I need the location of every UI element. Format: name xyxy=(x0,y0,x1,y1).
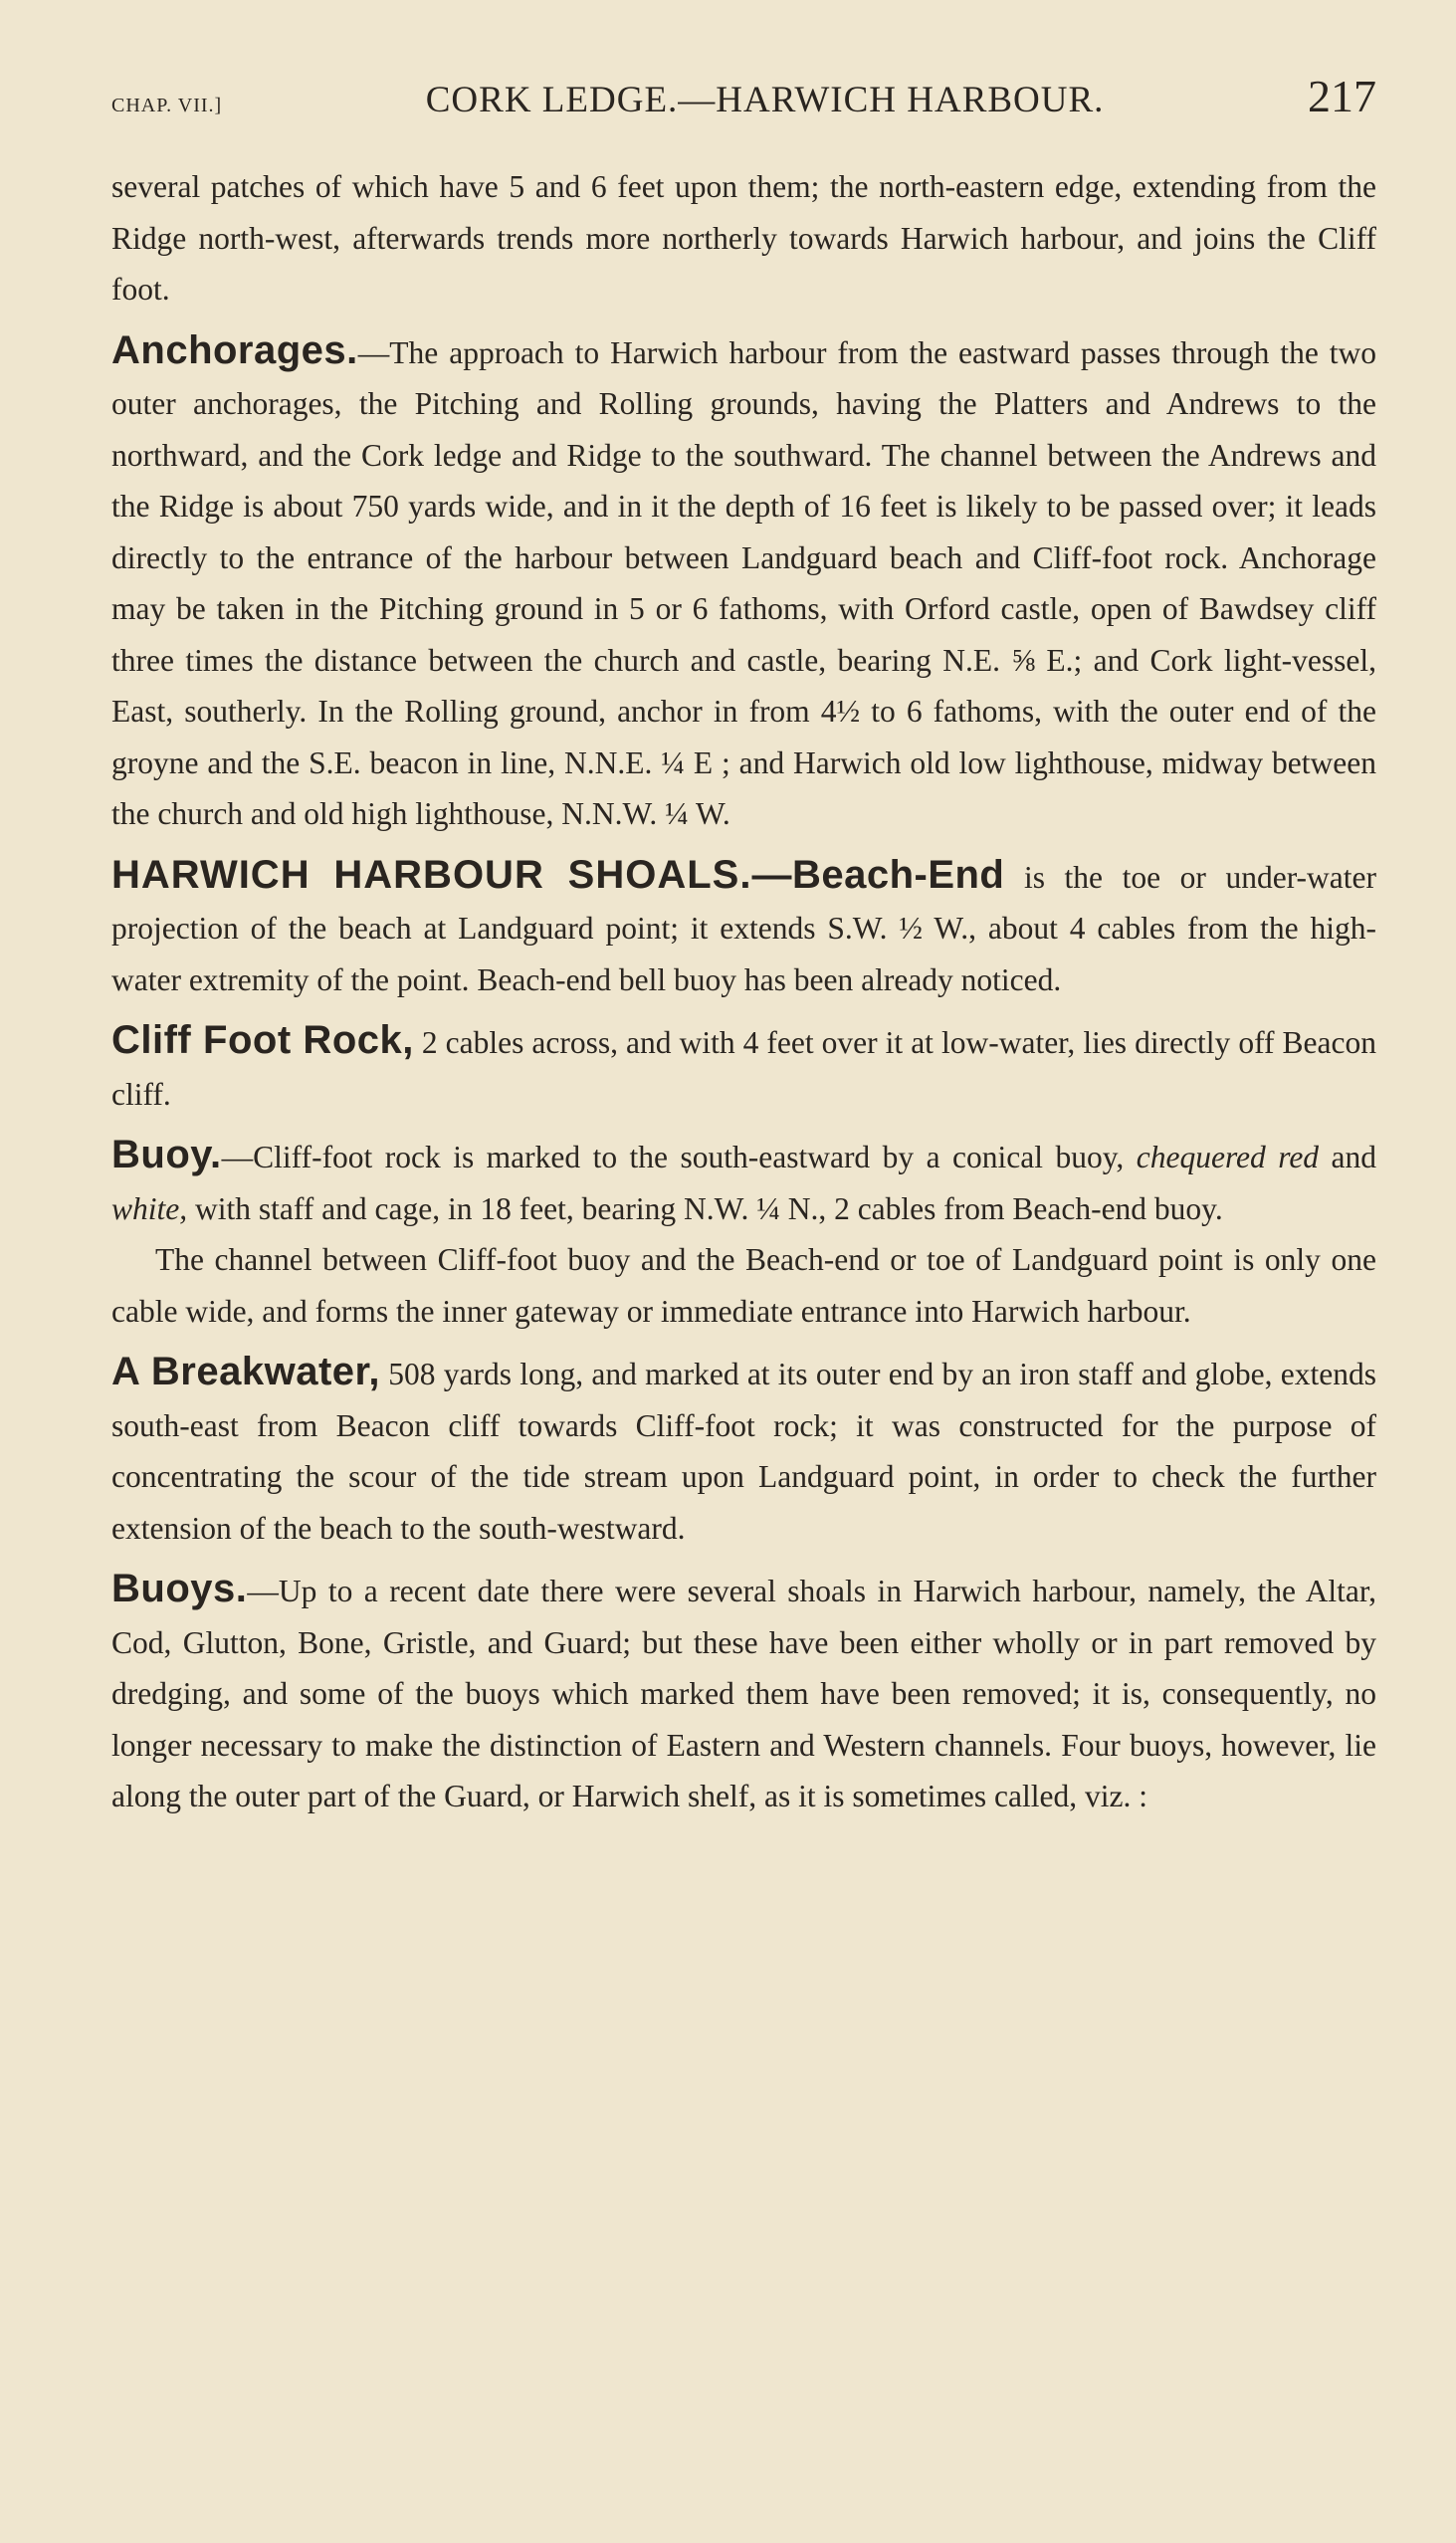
buoy-text-c: with staff and cage, in 18 feet, bearing N.W. ¼ N., 2 cables from Beach-end buoy. xyxy=(187,1190,1223,1226)
page-header xyxy=(111,70,1376,143)
heading-buoys: Buoys. xyxy=(111,1567,248,1610)
heading-beach-end: —Beach-End xyxy=(751,852,1005,897)
breakwater-text: 508 yards long, and marked at its outer end by an iron staff and globe, extends south-east from Beacon cliff towards Cliff-foot rock; it was constructed for the purpose of concentrating the scour of the tide stream upon Landguard point, in order to check the further extension of the beach to the south-westward. xyxy=(111,1357,1376,1546)
cliff-foot-text: 2 cables across, and with 4 feet over it at low-water, lies directly off Beacon cliff. xyxy=(111,1025,1377,1112)
heading-breakwater: A Breakwater, xyxy=(111,1350,380,1393)
paragraph-channel xyxy=(111,1234,1376,1337)
paragraph-anchorages xyxy=(111,325,1376,840)
buoys-text: —Up to a recent date there were several shoals in Harwich harbour, namely, the Altar, Cod, Glutton, Bone, Gristle, and Guard; but these have been either wholly or in part removed by dredging, and some of the buoys which marked them have been removed; it is, consequently, no longer necessary to make the distinction of Eastern and Western channels. Four buoys, however, lie along the outer part of the Guard, or Harwich shelf, as it is sometimes called, viz. : xyxy=(111,1574,1376,1813)
heading-harbour-shoals: HARWICH HARBOUR SHOALS. xyxy=(111,852,752,897)
heading-buoy: Buoy. xyxy=(111,1133,222,1176)
anchorages-text: —The approach to Harwich harbour from the eastward passes through the two outer anchorages, the Pitching and Rolling grounds, having the Platters and Andrews to the northward, and the Cork ledge and Ridge to the southward. The channel between the Andrews and the Ridge is about 750 yards wide, and in it the depth of 16 feet is likely to be passed over; it leads directly to the entrance of the harbour between Landguard beach and Cliff-foot rock. Anchorage may be taken in the Pitching ground in 5 or 6 fathoms, with Orford castle, open of Bawdsey cliff three times the distance between the church and castle, bearing N.E. ⅝ E.; and Cork light-vessel, East, southerly. In the Rolling ground, anchor in from 4½ to 6 fathoms, with the outer end of the groyne and the S.E. beacon in line, N.N.E. ¼ E ; and Harwich old low lighthouse, midway between the church and old high lighthouse, N.N.W. ¼ W. xyxy=(111,334,1376,831)
shoals-text: is the toe or under-water projection of the beach at Landguard point; it extends S.W. ½ W., about 4 cables from the high-water extremity of the point. Beach-end bell buoy has been already noticed. xyxy=(111,859,1377,997)
paragraph-shoals xyxy=(111,850,1376,1006)
paragraph-buoys xyxy=(111,1564,1376,1822)
heading-anchorages: Anchorages. xyxy=(111,327,358,372)
heading-cliff-foot-rock: Cliff Foot Rock, xyxy=(111,1018,414,1062)
buoy-text-b: and xyxy=(1319,1140,1376,1174)
paragraph-cliff-foot xyxy=(111,1015,1376,1120)
channel-text: The channel between Cliff-foot buoy and the Beach-end or toe of Landguard point is only one cable wide, and forms the inner gateway or immediate entrance into Harwich harbour. xyxy=(111,1242,1376,1329)
paragraph-intro-text: several patches of which have 5 and 6 feet upon them; the north-eastern edge, extending from the Ridge north-west, afterwards trends more northerly towards Harwich harbour, and joins the Cliff foot. xyxy=(111,169,1376,307)
page-number: 217 xyxy=(1307,71,1376,121)
chapter-label: CHAP. VII.] xyxy=(111,95,223,116)
buoy-text-a: —Cliff-foot rock is marked to the south-eastward by a conical buoy, xyxy=(221,1140,1137,1174)
buoy-em-red: chequered red xyxy=(1136,1140,1320,1174)
paragraph-buoy xyxy=(111,1130,1376,1234)
running-title: CORK LEDGE.—HARWICH HARBOUR. xyxy=(425,80,1105,120)
paragraph-intro xyxy=(111,161,1376,316)
paragraph-breakwater xyxy=(111,1347,1376,1554)
buoy-em-white: white, xyxy=(111,1190,188,1226)
